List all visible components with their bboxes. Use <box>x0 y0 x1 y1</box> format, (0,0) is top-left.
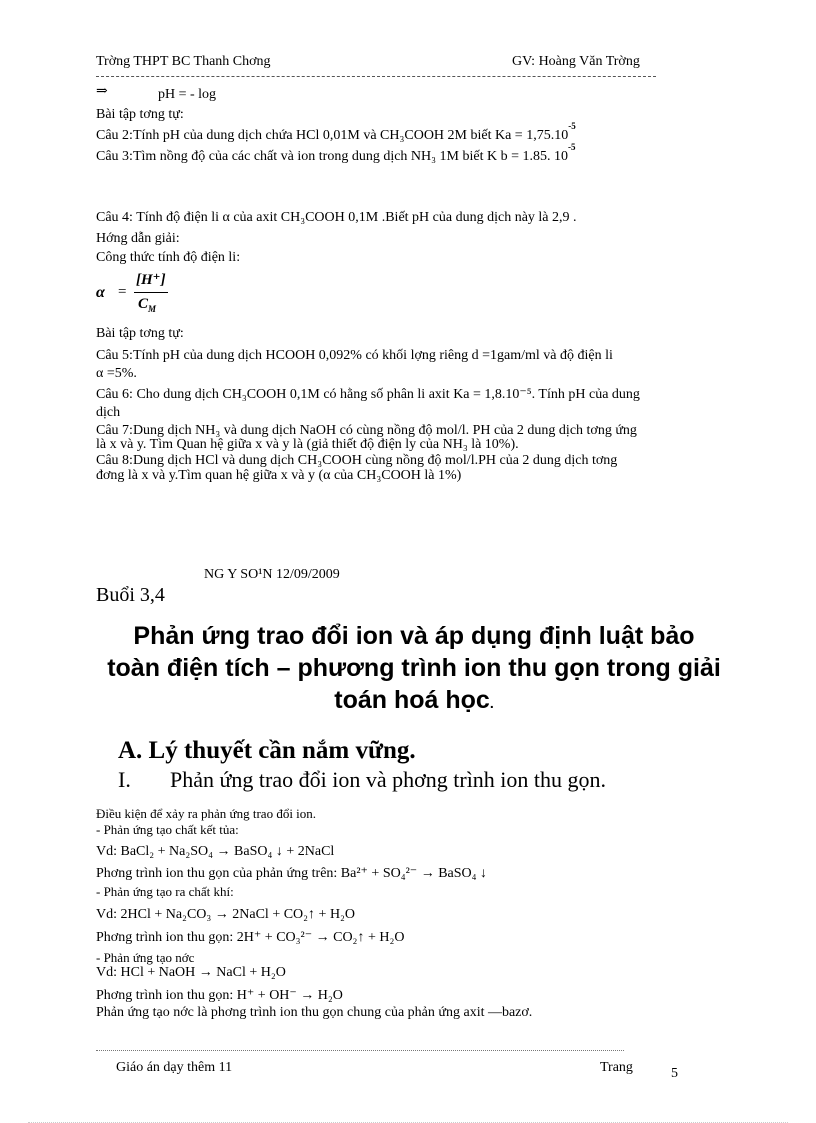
question-5-line2: α =5%. <box>96 366 137 381</box>
section-a-heading: A. Lý thuyết cần nắm vững. <box>118 737 416 764</box>
ionic-equation-3: Phơng trình ion thu gọn: H⁺ + OH⁻ → H₂O <box>96 988 343 1003</box>
session-number: Buổi 3,4 <box>96 584 165 606</box>
water-heading: - Phản ứng tạo nớc <box>96 950 195 965</box>
conclusion-line: Phản ứng tạo nớc là phơng trình ion thu gọn chung của phản ứng axit —bazơ. <box>96 1005 533 1020</box>
header-teacher: GV: Hoàng Văn Trờng <box>512 54 640 69</box>
ionic-equation-2: Phơng trình ion thu gọn: 2H⁺ + CO₃²⁻ → CO₂↑ + H₂O <box>96 930 405 945</box>
example-2: Vd: 2HCl + Na₂CO₃ → 2NaCl + CO₂↑ + H₂O <box>96 907 356 922</box>
example-3: Vd: HCl + NaOH → NaCl + H₂O <box>96 965 286 980</box>
ionization-degree-formula <box>96 268 216 318</box>
formula-alpha: α <box>96 284 105 301</box>
question-4: Câu 4: Tính độ điện li α của axit CH₃COOH 0,1M .Biết pH của dung dịch này là 2,9 . <box>96 210 577 225</box>
gas-heading: - Phản ứng tạo ra chất khí: <box>96 884 234 899</box>
lesson-title-line2: toàn điện tích – phương trình ion thu gọn trong giải <box>107 654 721 682</box>
guide-heading: Hớng dẫn giải: <box>96 231 180 246</box>
question-6-line1: Câu 6: Cho dung dịch CH₃COOH 0,1M có hằng số phân li axit Ka = 1,8.10⁻⁵. Tính pH của dung <box>96 387 640 402</box>
section-i-number: I. <box>118 767 131 792</box>
implies-arrow: ⇒ <box>96 84 108 99</box>
formula-label: Công thức tính độ điện li: <box>96 250 241 265</box>
header-divider <box>96 76 656 77</box>
question-5-line1: Câu 5:Tính pH của dung dịch HCOOH 0,092% có khối lợng riêng d =1gam/ml và độ điện li <box>96 348 613 363</box>
date-label: NG Y SO¹N 12/09/2009 <box>204 567 340 582</box>
example-1: Vd: BaCl₂ + Na₂SO₄ → BaSO₄ ↓ + 2NaCl <box>96 844 335 859</box>
footer-right: Trang <box>600 1060 633 1075</box>
section-i-heading: Phản ứng trao đổi ion và phơng trình ion thu gọn. <box>170 767 607 792</box>
exercise-heading-2: Bài tập tơng tự: <box>96 326 184 341</box>
lesson-title-line3: toán hoá học. <box>334 686 494 714</box>
question-7-line2: là x và y. Tìm Quan hệ giữa x và y là (giả thiết độ điện ly của NH₃ là 10%). <box>96 437 519 452</box>
lesson-title-line1: Phản ứng trao đổi ion và áp dụng định luật bảo <box>133 622 695 650</box>
footer-left: Giáo án dạy thêm 11 <box>116 1060 233 1075</box>
header-school: Trờng THPT BC Thanh Chơng <box>96 54 271 69</box>
question-3: Câu 3:Tìm nồng độ của các chất và ion trong dung dịch NH₃ 1M biết K b = 1.85. $10^{-5}$ <box>96 142 576 164</box>
fraction-bar <box>134 292 168 293</box>
ionic-equation-1: Phơng trình ion thu gọn của phản ứng trên: Ba²⁺ + SO₄²⁻ → BaSO₄ ↓ <box>96 866 488 881</box>
ph-formula: pH = - log <box>158 87 217 102</box>
condition-line: Điều kiện để xảy ra phản ứng trao đổi ion. <box>96 806 317 821</box>
formula-denominator: $C_M$ <box>138 296 157 314</box>
question-8-line2: đơng là x và y.Tìm quan hệ giữa x và y (α của CH₃COOH là 1%) <box>96 468 462 483</box>
question-6-line2: dịch <box>96 405 121 420</box>
page-number: 5 <box>671 1066 678 1081</box>
question-7-line1: Câu 7:Dung dịch NH₃ và dung dịch NaOH có cùng nồng độ mol/l. PH của 2 dung dịch tơng ứng <box>96 423 637 438</box>
footer-divider <box>96 1050 624 1051</box>
formula-numerator: [H⁺] <box>136 272 166 288</box>
precipitate-heading: - Phản ứng tạo chất kết tủa: <box>96 822 239 837</box>
formula-equals: = <box>118 284 127 300</box>
exercise-heading-1: Bài tập tơng tự: <box>96 107 184 122</box>
question-2: Câu 2:Tính pH của dung dịch chứa HCl 0,01M và CH₃COOH 2M biết $Ka = 1,75.10^{-5}$ <box>96 121 576 143</box>
question-8-line1: Câu 8:Dung dịch HCl và dung dịch CH₃COOH cùng nồng độ mol/l.PH của 2 dung dịch tơng <box>96 453 618 468</box>
